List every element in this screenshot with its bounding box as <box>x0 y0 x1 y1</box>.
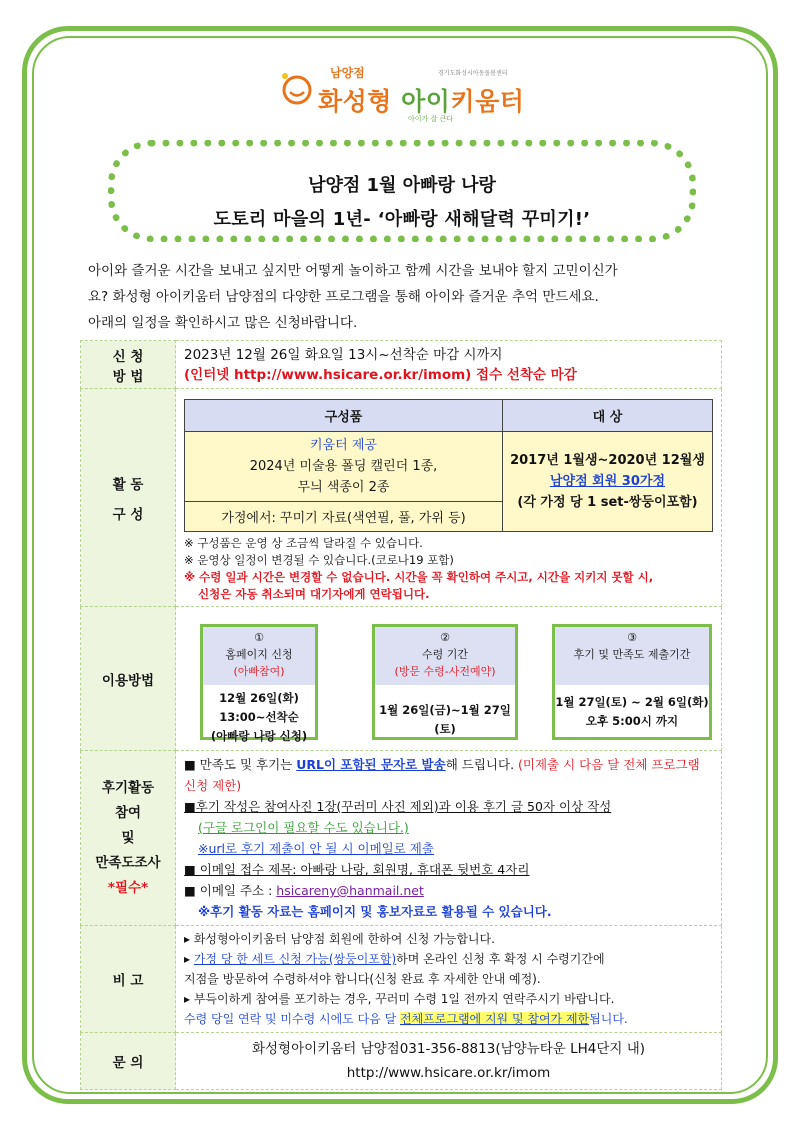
title-line-2: 도토리 마을의 1년- ‘아빠랑 새해달력 꾸미기!’ <box>213 209 591 230</box>
inquiry-row: 문 의 화성형아이키움터 남양점031-356-8813(남양뉴타운 LH4단지 내) http://www.hsicare.or.kr/imom <box>81 1033 722 1090</box>
inquiry-url: http://www.hsicare.or.kr/imom <box>346 1065 551 1081</box>
usage-row <box>81 607 722 751</box>
email-link[interactable]: hsicareny@hanmail.net <box>276 883 424 898</box>
activity-label: 활 동 구 성 <box>81 389 176 607</box>
step-2: ② 수령 기간 (방문 수령-사전예약) 1월 26일(금)~1월 27일(토) <box>372 624 518 740</box>
usage-steps <box>184 612 713 746</box>
activity-notes: ※ 구성품은 운영 상 조금씩 달라질 수 있습니다. ※ 운영상 일정이 변경될 수 있습니다.(코로나19 포함) ※ 수령 일과 시간은 변경할 수 없습니다. 시간을 꼭 확인하여 주시고, 시간을 지키지 못할 시, 신청은 자동 취소되며 대기자에게 연락됩니다. <box>184 536 654 601</box>
apply-label: 신 청 방 법 <box>81 341 176 389</box>
remarks-row: 비 고 ▸ 화성형아이키움터 남양점 회원에 한하여 신청 가능합니다. ▸ 가정 당 한 세트 신청 가능(쌍둥이포함)하며 온라인 신청 후 확정 시 수령기간에 지점을 방문하여 수령하셔야 합니다(신청 완료 후 자세한 안내 예정). ▸ 부득이하게 참여를 포기하는 경우, 꾸러미 수령 1일 전까지 연락주시기 바랍니다. 수령 당일 연락 및 미수령 시에도 다음 달 전체프로그램에 지원 및 참여가 제한됩니다. <box>81 926 722 1033</box>
intro-text: 아이와 즐거운 시간을 보내고 싶지만 어떻게 놀이하고 함께 시간을 보내야 할지 고민이신가 요? 화성형 아이키움터 남양점의 다양한 프로그램을 통해 아이와 즐거운 추억 만드세요. 아래의 일정을 확인하시고 많은 신청바랍니다. <box>88 263 618 331</box>
step-1: ① 홈페이지 신청 (아빠참여) 12월 26일(화) 13:00~선착순 (아빠랑 나랑 신청) <box>200 624 318 740</box>
info-table <box>80 340 722 1090</box>
remarks-label: 비 고 <box>81 926 176 1033</box>
apply-row: 신 청 방 법 2023년 12월 26일 화요일 13시~선착순 마감 시까지 (인터넷 http://www.hsicare.or.kr/imom) 접수 선착순 마감 <box>81 341 722 389</box>
inquiry-label: 문 의 <box>81 1033 176 1090</box>
sun-face-icon <box>280 72 314 106</box>
step-3: ③ 후기 및 만족도 제출기간 1월 27일(토) ~ 2월 6일(화) 오후 5:00시 까지 <box>552 624 712 740</box>
materials-table: 구성품 대 상 키움터 제공 2024년 미술용 폴딩 캘린더 1종, 무늬 색종이 2종 2017년 1월생~2020년 12월생 남양점 회원 30가정 (각 가정 당 1 set-쌍둥이포함) 가정에서: 꾸미기 자료(색연필, 풀, 가위 등) <box>184 399 713 532</box>
activity-row <box>81 389 722 607</box>
logo-name: 화성형 아이키움터 <box>318 87 525 116</box>
title-box <box>108 140 696 242</box>
logo <box>280 64 540 132</box>
logo-org: 경기도화성시아동돌봄센터 <box>438 70 508 77</box>
title-line-1: 남양점 1월 아빠랑 나랑 <box>308 175 496 196</box>
logo-branch: 남양점 <box>330 66 365 80</box>
apply-url: (인터넷 http://www.hsicare.or.kr/imom) 접수 선착순 마감 <box>184 366 577 383</box>
usage-label: 이용방법 <box>81 607 176 751</box>
review-row: 후기활동 참여 및 만족도조사 *필수* ■ 만족도 및 후기는 URL이 포함된 문자로 발송해 드립니다. (미제출 시 다음 달 전체 프로그램 신청 제한) ■후기 작성은 참여사진 1장(꾸러미 사진 제외)과 이용 후기 글 50자 이상 작성 (구글 로그인이 필요할 수도 있습니다.) ※url로 후기 제출이 안 될 시 이메일로 제출 ■ 이메일 접수 제목: 아빠랑 나랑, 회원명, 휴대폰 뒷번호 4자리 ■ 이메일 주소 : hsicareny@hanmail.net ※후기 활동 자료는 홈페이지 및 홍보자료로 활용될 수 있습니다. <box>81 751 722 926</box>
review-label: 후기활동 참여 및 만족도조사 *필수* <box>81 751 176 926</box>
logo-sub: 아이가 잘 큰다 <box>408 115 454 123</box>
